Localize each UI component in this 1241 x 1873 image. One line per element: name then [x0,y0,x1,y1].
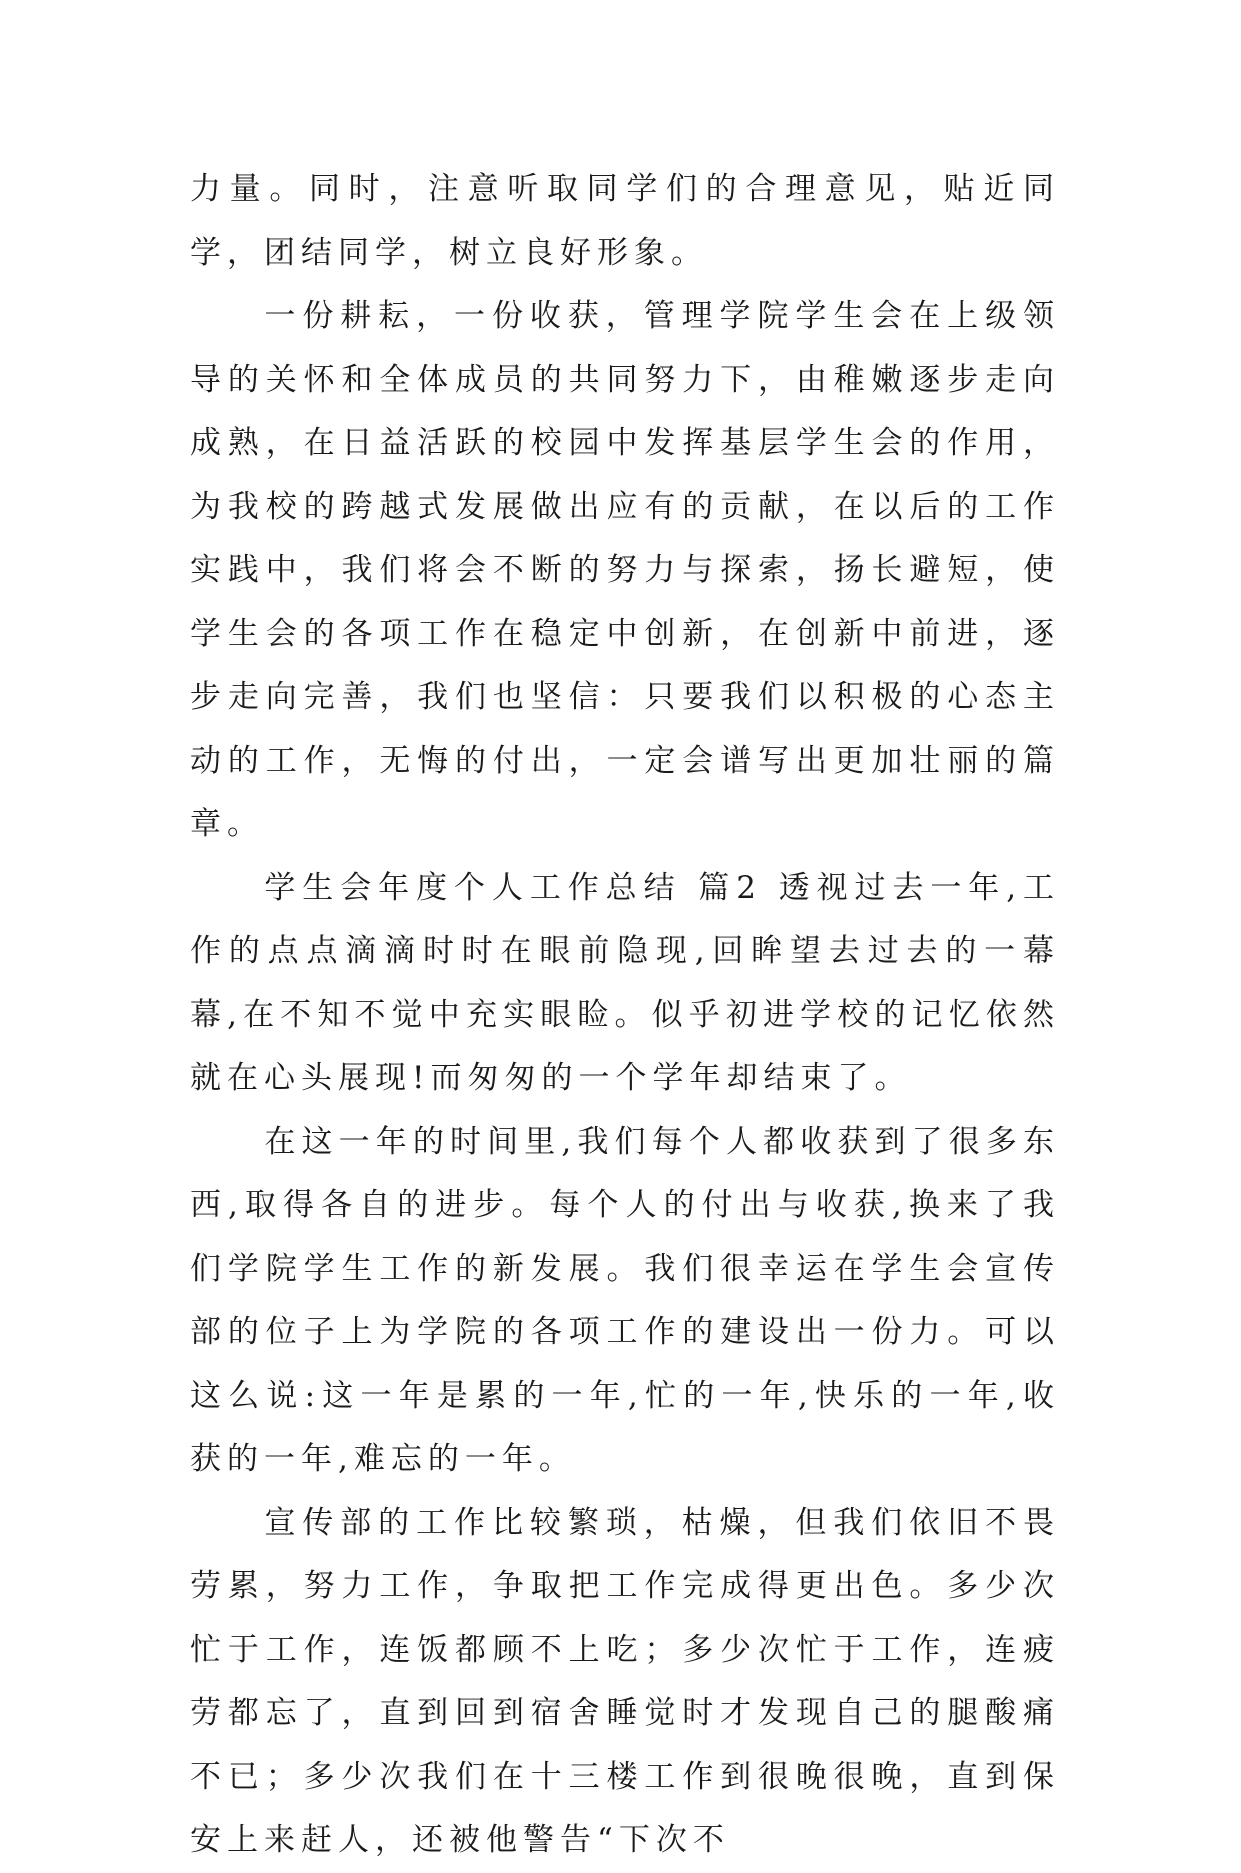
paragraph-1: 力量。同时，注意听取同学们的合理意见，贴近同学，团结同学，树立良好形象。 [190,171,1060,271]
paragraph-5: 宣传部的工作比较繁琐，枯燥，但我们依旧不畏劳累，努力工作，争取把工作完成得更出色。多少次忙于工作，连饭都顾不上吃；多少次忙于工作，连疲劳都忘了，直到回到宿舍睡觉时才发现自己的腿酸痛不已；多少次我们在十三楼工作到很晚很晚，直到保安上来赶人，还被他警告“下次不 [190,1504,1060,1858]
document-body [190,158,1060,1873]
paragraph-2: 一份耕耘，一份收获，管理学院学生会在上级领导的关怀和全体成员的共同努力下，由稚嫩逐步走向成熟，在日益活跃的校园中发挥基层学生会的作用，为我校的跨越式发展做出应有的贡献，在以后的工作实践中，我们将会不断的努力与探索，扬长避短，使学生会的各项工作在稳定中创新，在创新中前进，逐步走向完善，我们也坚信：只要我们以积极的心态主动的工作，无悔的付出，一定会谱写出更加壮丽的篇章。 [190,298,1060,842]
paragraph-4: 在这一年的时间里,我们每个人都收获到了很多东西,取得各自的进步。每个人的付出与收获,换来了我们学院学生工作的新发展。我们很幸运在学生会宣传部的位子上为学院的各项工作的建设出一份力。可以这么说:这一年是累的一年,忙的一年,快乐的一年,收获的一年,难忘的一年。 [190,1123,1060,1477]
paragraph-3: 学生会年度个人工作总结 篇2 透视过去一年,工作的点点滴滴时时在眼前隐现,回眸望去过去的一幕幕,在不知不觉中充实眼睑。似乎初进学校的记忆依然就在心头展现!而匆匆的一个学年却结束了。 [190,869,1060,1096]
